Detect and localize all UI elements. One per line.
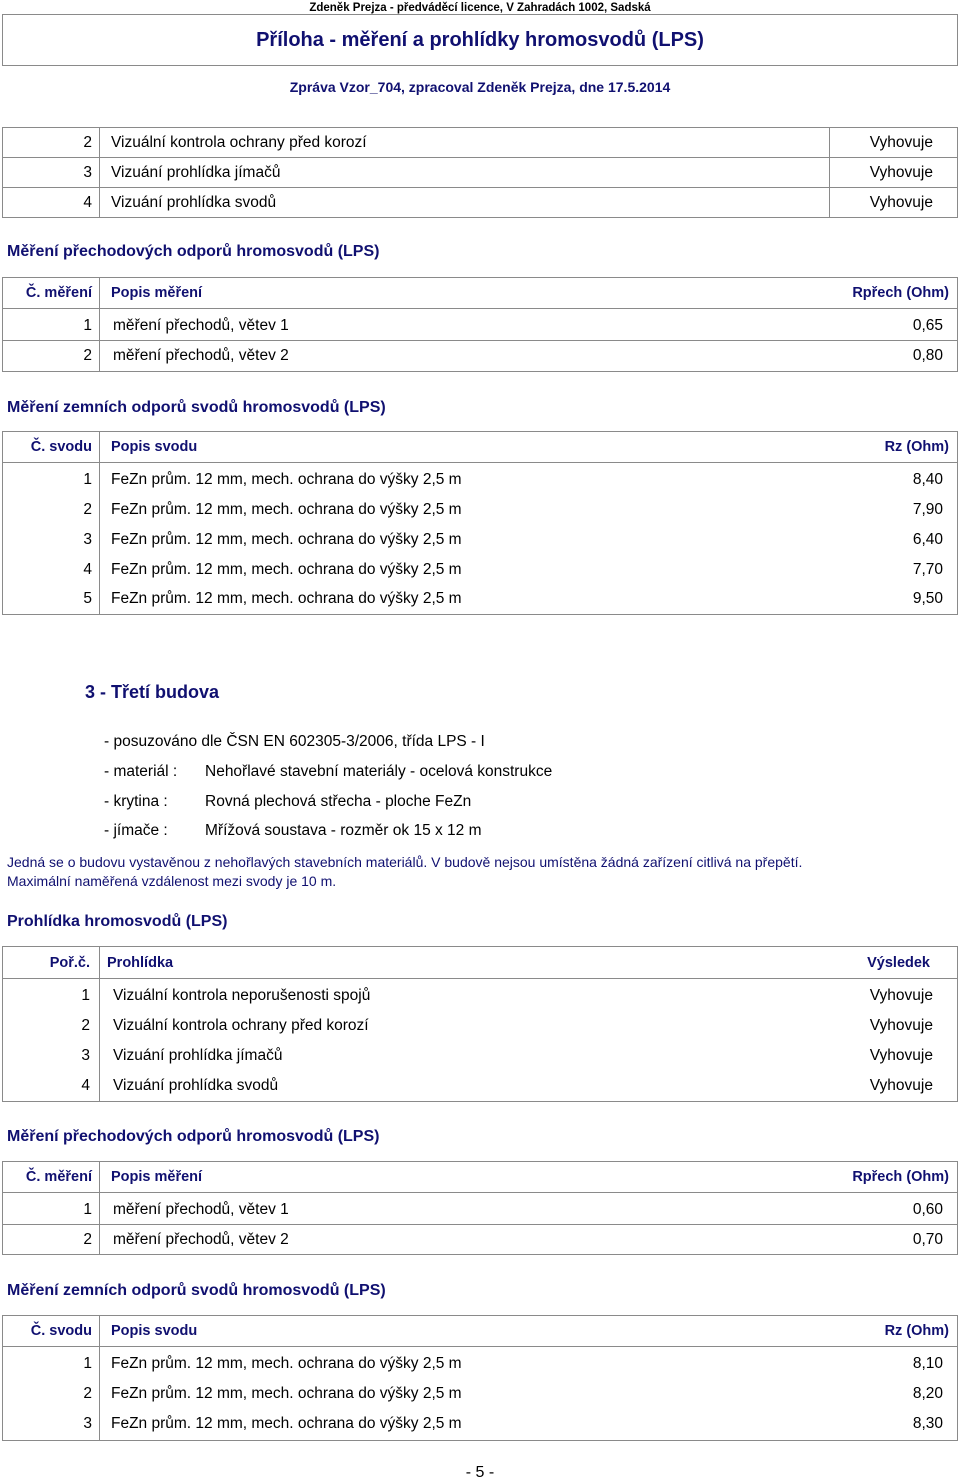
- earth-table-2: [2, 431, 958, 615]
- prop-value: Rovná plechová střecha - ploche FeZn: [205, 793, 472, 810]
- section-heading: Měření zemních odporů svodů hromosvodů (LPS): [7, 1282, 386, 1299]
- table-row: 2 FeZn prům. 12 mm, mech. ochrana do výšky 2,5 m 7,90: [83, 501, 943, 518]
- table-row: 3 FeZn prům. 12 mm, mech. ochrana do výšky 2,5 m 8,30: [83, 1415, 943, 1432]
- table-row: 2 Vizuální kontrola ochrany před korozí Vyhovuje: [81, 1017, 933, 1034]
- table-row: 2 FeZn prům. 12 mm, mech. ochrana do výšky 2,5 m 8,20: [83, 1385, 943, 1402]
- table-row: 3 Vizuání prohlídka jímačů Vyhovuje: [81, 1047, 933, 1064]
- table-header: Č. měření Popis měření Rpřech (Ohm): [25, 1169, 949, 1185]
- prop-label: - jímače :: [104, 822, 168, 839]
- transition-table-2: [2, 277, 958, 372]
- inspection-table-3: [2, 946, 958, 1102]
- table-row: 4 Vizuání prohlídka svodů Vyhovuje: [81, 1077, 933, 1094]
- prop-value: Nehořlavé stavební materiály - ocelová konstrukce: [205, 763, 553, 780]
- table-row: 1 FeZn prům. 12 mm, mech. ochrana do výšky 2,5 m 8,10: [83, 1355, 943, 1372]
- report-line: Zpráva Vzor_704, zpracoval Zdeněk Prejza, dne 17.5.2014: [289, 79, 671, 95]
- inspection-table-2: [2, 127, 958, 218]
- page-number: - 5 -: [465, 1464, 495, 1481]
- table-header: Č. svodu Popis svodu Rz (Ohm): [30, 1323, 949, 1339]
- table-row: 2 Vizuální kontrola ochrany před korozí Vyhovuje: [83, 134, 933, 151]
- table-row: 3 FeZn prům. 12 mm, mech. ochrana do výšky 2,5 m 6,40: [83, 531, 943, 548]
- license-line: Zdeněk Prejza - předváděcí licence, V Zahradách 1002, Sadská: [309, 2, 651, 14]
- table-row: 1 měření přechodů, větev 1 0,65: [83, 317, 943, 334]
- table-row: 4 FeZn prům. 12 mm, mech. ochrana do výšky 2,5 m 7,70: [83, 561, 943, 578]
- table-header: Č. měření Popis měření Rpřech (Ohm): [25, 285, 949, 301]
- table-row: 1 FeZn prům. 12 mm, mech. ochrana do výšky 2,5 m 8,40: [83, 471, 943, 488]
- building-note: Maximální naměřená vzdálenost mezi svody je 10 m.: [7, 873, 337, 889]
- table-row: 2 měření přechodů, větev 2 0,70: [83, 1231, 943, 1248]
- section-heading: Prohlídka hromosvodů (LPS): [7, 913, 228, 930]
- section-heading: Měření přechodových odporů hromosvodů (LPS): [7, 1128, 380, 1145]
- prop-label: - krytina :: [104, 793, 168, 810]
- section-heading: Měření přechodových odporů hromosvodů (LPS): [7, 243, 380, 260]
- table-row: 2 měření přechodů, větev 2 0,80: [83, 347, 943, 364]
- assessment-line: - posuzováno dle ČSN EN 602305-3/2006, třída LPS - I: [104, 733, 485, 750]
- table-header: Č. svodu Popis svodu Rz (Ohm): [30, 439, 949, 455]
- section-heading: Měření zemních odporů svodů hromosvodů (LPS): [7, 399, 386, 416]
- table-row: 1 měření přechodů, větev 1 0,60: [83, 1201, 943, 1218]
- table-header: Poř.č. Prohlídka Výsledek: [49, 955, 930, 971]
- building-title: 3 - Třetí budova: [85, 682, 220, 702]
- table-row: 5 FeZn prům. 12 mm, mech. ochrana do výšky 2,5 m 9,50: [83, 590, 943, 607]
- table-row: 4 Vizuání prohlídka svodů Vyhovuje: [83, 194, 933, 211]
- table-row: 1 Vizuální kontrola neporušenosti spojů Vyhovuje: [81, 987, 933, 1004]
- table-row: 3 Vizuání prohlídka jímačů Vyhovuje: [83, 164, 933, 181]
- prop-label: - materiál :: [104, 763, 178, 780]
- page-title: Příloha - měření a prohlídky hromosvodů (LPS): [256, 29, 704, 51]
- prop-value: Mřížová soustava - rozměr ok 15 x 12 m: [205, 822, 482, 839]
- building-note: Jedná se o budovu vystavěnou z nehořlavých stavebních materiálů. V budově nejsou umístěna žádná zařízení citlivá na přepětí.: [7, 854, 803, 870]
- transition-table-3: [2, 1161, 958, 1255]
- earth-table-3: [2, 1315, 958, 1441]
